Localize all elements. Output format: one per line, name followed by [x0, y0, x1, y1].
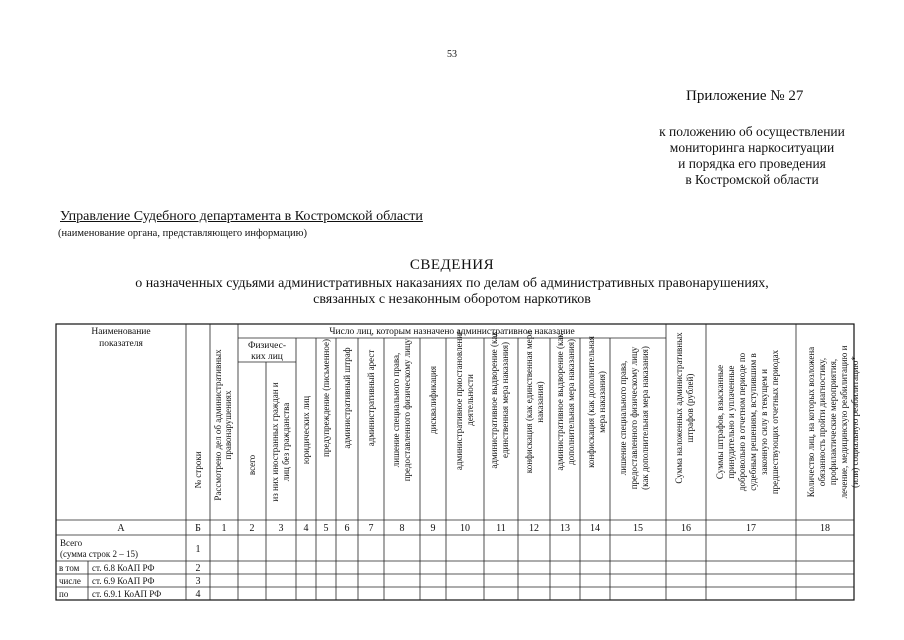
indicator-header: показателя: [99, 339, 143, 349]
rehab-header: Количество лиц, на которых возложена: [806, 346, 816, 498]
row-group-label: в том: [59, 563, 80, 573]
document-subtitle: о назначенных судьями административных наказаниях по делам об административных правонарушениях,: [135, 276, 769, 291]
confiscation-sole-header: конфискация (как единственная мера: [524, 330, 534, 474]
rehab-header: обязанность пройти диагностику,: [817, 357, 827, 487]
column-number: А: [117, 523, 125, 534]
appendix-line: к положению об осуществлении: [659, 124, 845, 139]
fines-paid-header: Суммы штрафов, взысканные: [715, 364, 725, 480]
physical-group-header: Физичес-: [247, 341, 287, 351]
column-number: 5: [323, 523, 329, 534]
confiscation-sole-header: наказания): [535, 381, 545, 423]
fines-sum-header: штрафов (рублей): [685, 373, 695, 443]
column-number: 12: [529, 523, 539, 534]
document-subtitle: связанных с незаконным оборотом наркотиков: [313, 292, 591, 307]
arrest-header: административный арест: [366, 349, 376, 447]
fines-paid-header: принудительно и уплаченные: [726, 365, 736, 479]
foreigners-header: из них иностранных граждан и: [270, 382, 280, 502]
organization-name: Управление Судебного департамента в Костромской области: [60, 209, 423, 224]
appendix-line: мониторинга наркоситуации: [669, 140, 835, 155]
cases-header: Рассмотрено дел об административных: [213, 349, 223, 501]
expulsion-add-header: дополнительная мера наказания): [566, 339, 576, 465]
column-number: 6: [344, 523, 350, 534]
disqualification-header: дисквалификация: [428, 366, 438, 434]
column-number: 10: [460, 523, 470, 534]
column-number: 2: [249, 523, 255, 534]
row-sublabel: (сумма строк 2 – 15): [60, 549, 138, 559]
fines-paid-header: судебным решениям, вступившим в: [748, 353, 758, 491]
column-number: 9: [430, 523, 436, 534]
foreigners-header: лиц без гражданства: [281, 402, 291, 482]
total-header: всего: [247, 454, 257, 476]
fines-sum-header: Сумма наложенных административных: [674, 332, 684, 484]
expulsion-sole-header: административное выдворение (как: [489, 331, 499, 469]
legal-entities-header: юридических лиц: [301, 395, 311, 465]
column-number: 7: [368, 523, 374, 534]
deprivation-add-header: (как дополнительная мера наказания): [640, 346, 650, 490]
column-number: Б: [195, 523, 201, 534]
rehab-header: лечение, медицинскую реабилитацию и: [839, 345, 849, 499]
deprivation-add-header: предоставленного физическому лицу: [629, 346, 639, 490]
row-no-header: № строки: [193, 451, 203, 489]
appendix-title: Приложение № 27: [686, 88, 804, 104]
indicator-header: Наименование: [91, 327, 151, 337]
physical-group-header: ких лиц: [251, 352, 283, 362]
appendix-line: в Костромской области: [685, 172, 819, 187]
column-number: 17: [746, 523, 756, 534]
column-number: 11: [496, 523, 506, 534]
confiscation-add-header: мера наказания): [597, 371, 607, 433]
rehab-header: (или) социальную реабилитацию*: [850, 356, 860, 488]
row-label: Всего: [60, 538, 83, 548]
organization-caption: (наименование органа, представляющего информацию): [58, 228, 307, 239]
rehab-header: профилактические мероприятия,: [828, 358, 838, 486]
row-label: ст. 6.8 КоАП РФ: [92, 563, 155, 573]
row-number: 1: [195, 544, 201, 555]
confiscation-add-header: конфискация (как дополнительная: [586, 336, 596, 468]
fines-paid-header: предшествующих отчетных периодах: [770, 349, 780, 495]
deprivation-header: лишение специального права,: [391, 352, 401, 468]
deprivation-header: предоставленного физическому лицу: [402, 338, 412, 482]
fine-header: административный штраф: [342, 347, 352, 449]
column-number: 4: [303, 523, 309, 534]
column-number: 3: [278, 523, 284, 534]
fines-paid-header: законную силу в текущем и: [759, 369, 769, 475]
persons-group-header: Число лиц, которым назначено административное наказание: [329, 327, 575, 337]
column-number: 1: [221, 523, 227, 534]
row-label: ст. 6.9 КоАП РФ: [92, 576, 155, 586]
row-group-label: по: [59, 589, 69, 599]
column-number: 16: [681, 523, 691, 534]
cases-header: правонарушениях: [223, 390, 233, 460]
appendix-line: и порядка его проведения: [678, 156, 826, 171]
expulsion-add-header: административное выдворение (как: [555, 333, 565, 471]
row-number: 4: [195, 589, 201, 600]
document-title: СВЕДЕНИЯ: [409, 257, 495, 273]
deprivation-add-header: лишение специального права,: [618, 360, 628, 476]
row-label: ст. 6.9.1 КоАП РФ: [92, 589, 162, 599]
row-number: 2: [195, 563, 201, 574]
fines-paid-header: добровольно в отчетном периоде по: [737, 352, 747, 492]
suspension-header: деятельности: [465, 374, 475, 426]
suspension-header: административное приостановление: [454, 329, 464, 471]
expulsion-sole-header: единственная мера наказания): [500, 341, 510, 459]
page-number: 53: [447, 49, 457, 60]
column-number: 13: [560, 523, 570, 534]
row-group-label: числе: [59, 576, 81, 586]
warning-header: предупреждение (письменное): [321, 339, 331, 457]
column-number: 14: [590, 523, 600, 534]
column-number: 8: [399, 523, 405, 534]
column-number: 15: [633, 523, 643, 534]
column-number: 18: [820, 523, 830, 534]
row-number: 3: [195, 576, 201, 587]
